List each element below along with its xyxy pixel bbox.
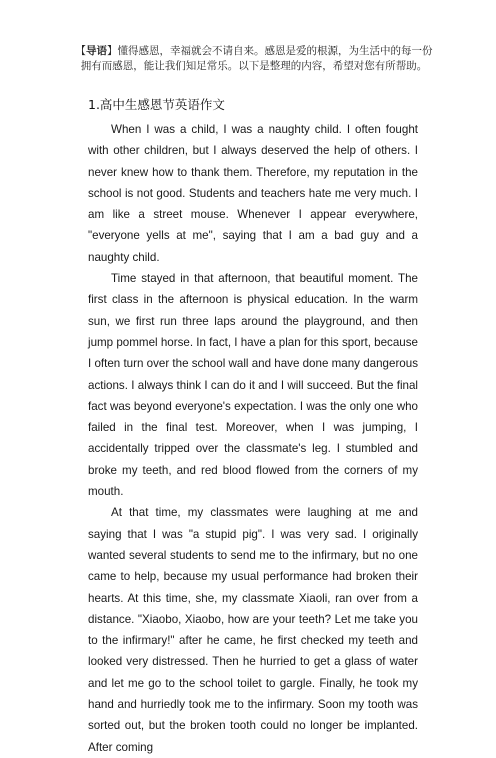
intro-tag: 导语: [86, 45, 107, 57]
intro-paragraph: [74, 44, 434, 74]
intro-bracket-close: 】: [107, 45, 118, 57]
essay-paragraph-2: Time stayed in that afternoon, that beautiful moment. The first class in the afternoon is physical education. In the warm sun, we first run three laps around the playground, and then jump pommel horse. In fact, I have a plan for this sport, because I often turn over the school wall and have done many dangerous actions. I always think I can do it and I will succeed. But the final fact was beyond everyone's expectation. I was the only one who failed in the final test. Moreover, when I was jumping, I accidentally tripped over the classmate's leg. I stumbled and broke my teeth, and red blood flowed from the corners of my mouth.: [88, 272, 418, 499]
essay-paragraph-3: At that time, my classmates were laughing at me and saying that I was "a stupid pig". I was very sad. I originally wanted several students to send me to the infirmary, but no one came to help, because my usual performance had broken their hearts. At this time, she, my classmate Xiaoli, ran over from a distance. "Xiaobo, Xiaobo, how are your teeth? Let me take you to the infirmary!" after he came, he first checked my teeth and looked very distressed. Then he hurried to get a glass of water and let me go to the school toilet to gargle. Finally, he took my hand and hurriedly took me to the infirmary. Soon my tooth was sorted out, but the broken tooth could no longer be implanted. After coming: [88, 506, 418, 754]
intro-bracket-open: 【: [75, 45, 86, 57]
essay-body: [88, 119, 418, 758]
essay-paragraph-1: When I was a child, I was a naughty child. I often fought with other children, but I always deserved the help of others. I never knew how to thank them. Therefore, my reputation in the school is not good. Students and teachers hate me very much. I am like a street mouse. Whenever I appear everywhere, "everyone yells at me", saying that I am a bad guy and a naughty child.: [88, 123, 418, 264]
section-heading: 1.高中生感恩节英语作文: [88, 97, 225, 112]
intro-text: 懂得感恩，幸福就会不请自来。感恩是爱的根源，为生活中的每一份拥有而感恩，能让我们知足常乐。以下是整理的内容，希望对您有所帮助。: [80, 45, 433, 72]
